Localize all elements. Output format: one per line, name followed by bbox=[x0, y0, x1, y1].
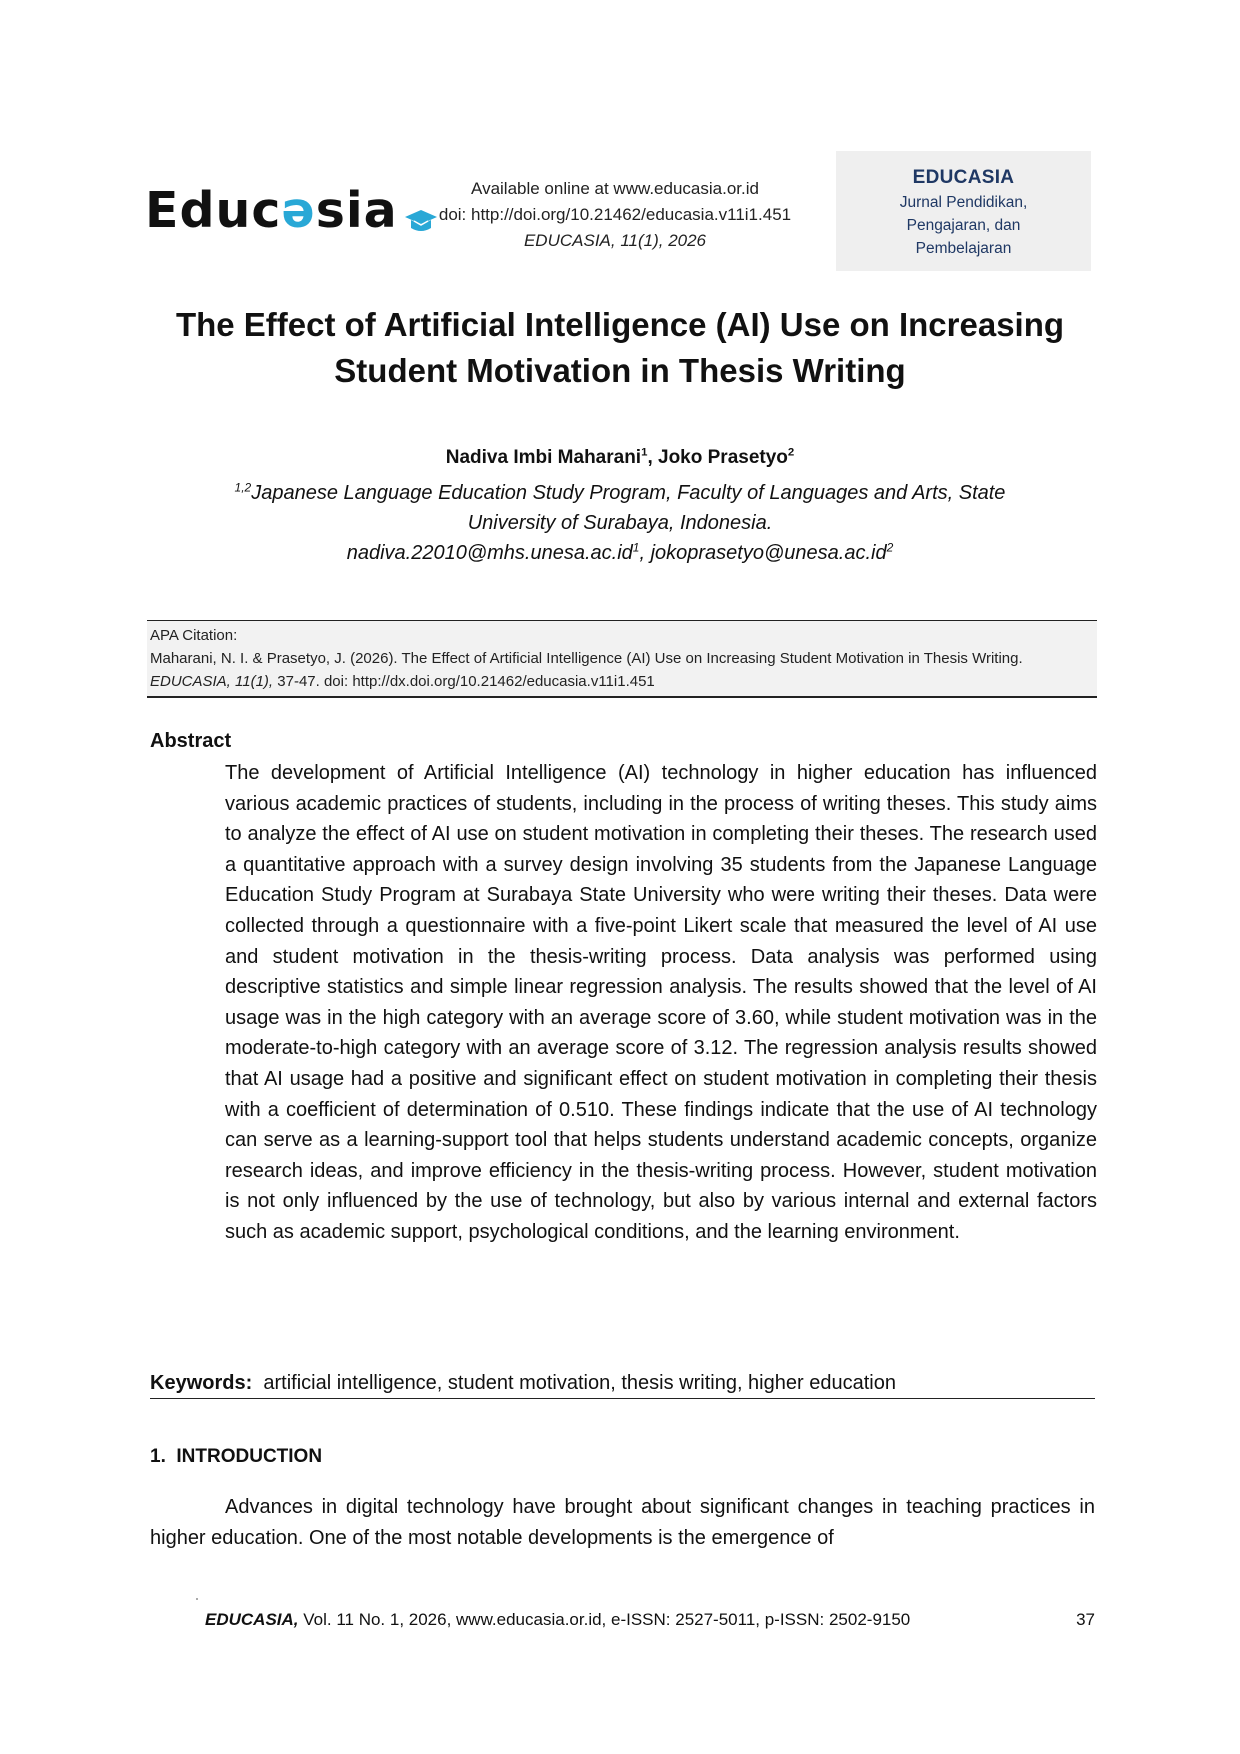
affiliation-line: University of Surabaya, Indonesia. bbox=[467, 512, 773, 534]
abstract-body: The development of Artificial Intelligence (AI) technology in higher education has influenced various academic practices of students, including in the process of writing theses. This study aims to analyze the effect of AI use on student motivation in completing their theses. The research used a quantitative approach with a survey design involving 35 students from the Japanese Language Education Study Program at Surabaya State University who were writing their theses. Data were collected through a questionnaire with a five-point Likert scale that measured the level of AI use and student motivation in the thesis-writing process. Data analysis was performed using descriptive statistics and simple linear regression analysis. The results showed that the level of AI usage was in the high category with an average score of 3.60, while student motivation was in the moderate-to-high category with an average score of 3.12. The regression analysis results showed that AI usage had a positive and significant effect on student motivation in completing their thesis with a coefficient of determination of 0.510. These findings indicate that the use of AI technology can serve as a learning-support tool that helps students understand academic concepts, organize research ideas, and improve efficiency in the thesis-writing process. However, student motivation is not only influenced by the use of technology, but also by various internal and external factors such as academic support, psychological conditions, and the learning environment. bbox=[225, 762, 1097, 1243]
author-list bbox=[140, 447, 1100, 469]
journal-subtitle-line: Jurnal Pendidikan, bbox=[899, 194, 1028, 211]
author-affiliation-marker: 2 bbox=[787, 446, 795, 459]
journal-subtitle-line: Pembelajaran bbox=[915, 240, 1012, 257]
apa-citation-box bbox=[147, 620, 1097, 698]
introduction-paragraph: Advances in digital technology have brought about significant changes in teaching practices in higher education. One of the most notable developments is the emergence of bbox=[150, 1496, 1095, 1549]
logo-text-prefix: Educ bbox=[145, 181, 282, 239]
email-line: $nadiva.22010@mhs.unesa.ac.id^1$, $jokoprasetyo@unesa.ac.id^2$ bbox=[346, 540, 894, 564]
affiliation-line: $^{1,2}$Japanese Language Education Study Program, Faculty of Languages and Arts, State bbox=[234, 480, 1006, 504]
journal-logo bbox=[145, 180, 438, 240]
abstract-heading: Abstract bbox=[150, 730, 232, 752]
keywords-label: Keywords bbox=[150, 1372, 246, 1394]
section-heading-introduction: 1. INTRODUCTION bbox=[150, 1446, 323, 1467]
journal-name-box bbox=[836, 151, 1091, 271]
footer-mark bbox=[196, 1598, 198, 1600]
affiliation-block bbox=[140, 478, 1100, 568]
affiliation-marker: 1,2 bbox=[234, 480, 252, 495]
author-separator: , bbox=[647, 447, 658, 468]
author-affiliation-marker: 1 bbox=[641, 446, 648, 459]
publication-info bbox=[415, 176, 815, 254]
author-name: Joko Prasetyo bbox=[658, 447, 788, 468]
title-line: The Effect of Artificial Intelligence (AI) Use on Increasing bbox=[175, 306, 1065, 343]
citation-label: APA Citation: bbox=[150, 627, 238, 644]
citation-text: Maharani, N. I. & Prasetyo, J. (2026). The Effect of Artificial Intelligence (AI) Use on Increasing Student Motivation in Thesis Writing. bbox=[150, 650, 1023, 667]
author-email[interactable]: nadiva.22010@mhs.unesa.ac.id bbox=[346, 542, 633, 564]
doi-text: doi: http://doi.org/10.21462/educasia.v11i1.451 bbox=[438, 205, 792, 224]
author-email[interactable]: jokoprasetyo@unesa.ac.id bbox=[650, 542, 887, 564]
page-number: 37 bbox=[1076, 1610, 1095, 1629]
journal-subtitle-line: Pengajaran, dan bbox=[906, 217, 1021, 234]
title-line: Student Motivation in Thesis Writing bbox=[334, 352, 906, 389]
author-name: Nadiva Imbi Maharani bbox=[445, 447, 642, 468]
issue-text: EDUCASIA, 11(1), 2026 bbox=[523, 231, 707, 250]
logo-text-accent: ə bbox=[281, 181, 316, 239]
citation-journal: EDUCASIA, 11(1), bbox=[150, 673, 274, 690]
citation-text-end: 37-47. doi: http://dx.doi.org/10.21462/educasia.v11i1.451 bbox=[273, 673, 655, 690]
logo-text-suffix: sia bbox=[315, 181, 398, 239]
available-online-text: Available online at www.educasia.or.id bbox=[471, 179, 759, 198]
keywords-values: artificial intelligence, student motivation, thesis writing, higher education bbox=[263, 1372, 896, 1394]
keywords-line: Keywords: artificial intelligence, student motivation, thesis writing, higher education bbox=[150, 1372, 1095, 1399]
journal-subtitle bbox=[836, 191, 1091, 260]
footer-journal-info: EDUCASIA, Vol. 11 No. 1, 2026, www.educasia.or.id, e-ISSN: 2527-5011, p-ISSN: 2502-9150 bbox=[205, 1610, 911, 1629]
journal-name: EDUCASIA bbox=[912, 167, 1015, 188]
paper-title bbox=[140, 302, 1100, 394]
page-footer bbox=[205, 1610, 1095, 1630]
